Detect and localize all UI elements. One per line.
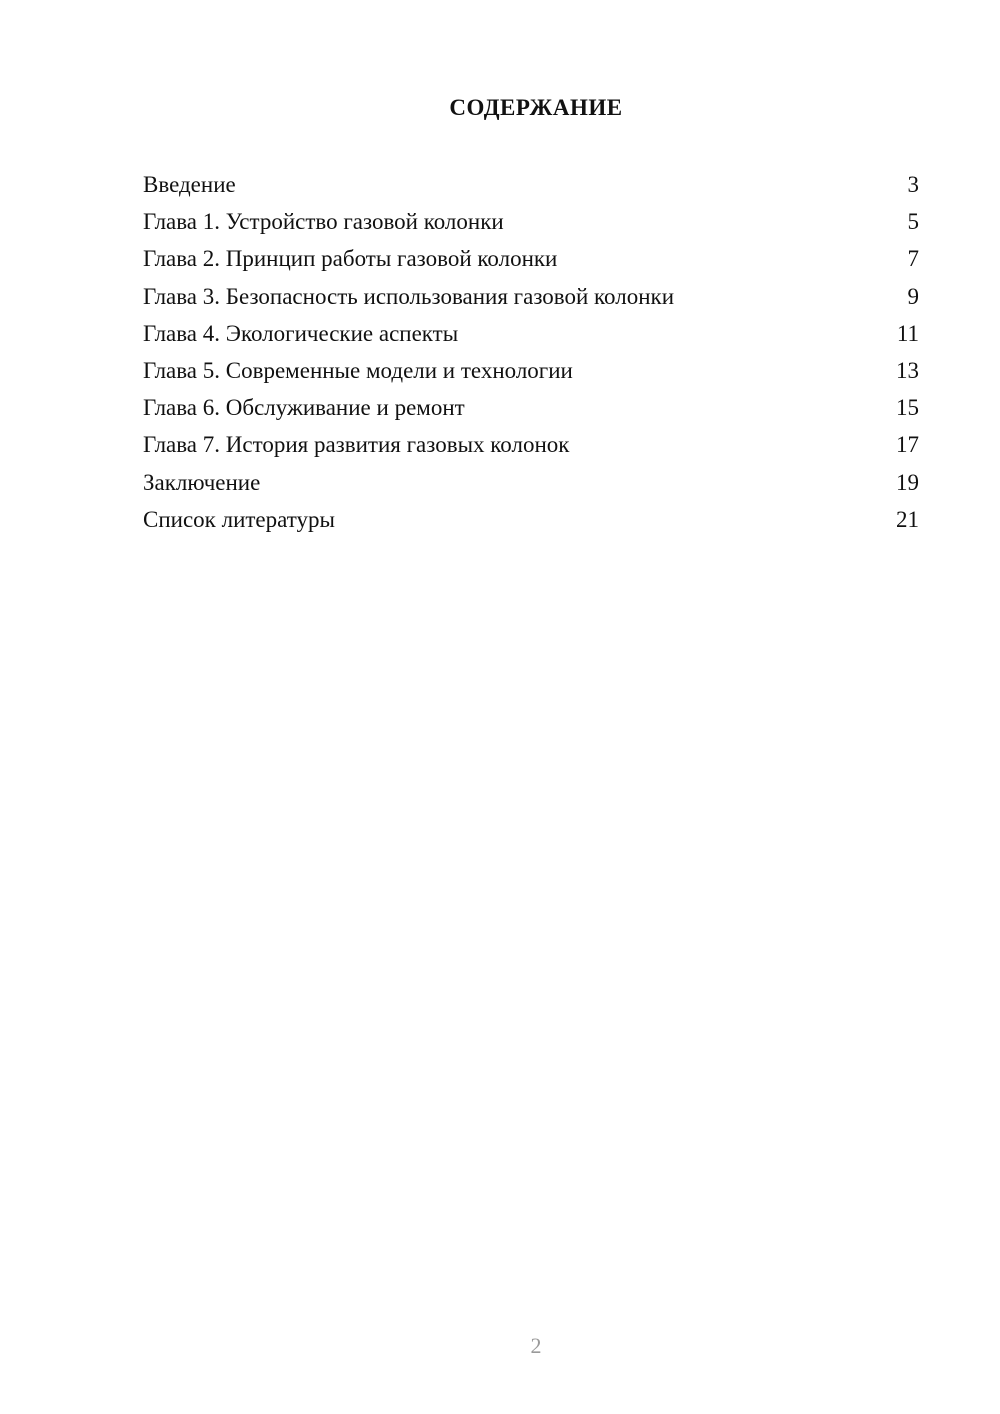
toc-entry-label: Введение xyxy=(143,172,236,197)
toc-entry-label: Список литературы xyxy=(143,506,335,532)
table-of-contents xyxy=(143,168,919,540)
toc-entry-chapter-7[interactable] xyxy=(143,428,919,465)
toc-entry-chapter-4[interactable] xyxy=(143,317,919,354)
toc-entry-chapter-6[interactable] xyxy=(143,391,919,428)
toc-entry-page: 7 xyxy=(907,246,919,272)
toc-entry-label: Глава 5. Современные модели и технологии xyxy=(143,357,573,383)
toc-entry-introduction[interactable] xyxy=(143,168,919,205)
toc-entry-label: Глава 1. Устройство газовой колонки xyxy=(143,209,504,235)
toc-entry-label: Глава 4. Экологические аспекты xyxy=(143,320,459,346)
toc-entry-page: 5 xyxy=(907,209,919,235)
toc-entry-chapter-1[interactable] xyxy=(143,205,919,242)
toc-entry-page: 13 xyxy=(896,357,919,383)
toc-entry-label: Глава 3. Безопасность использования газовой колонки xyxy=(143,283,674,309)
toc-entry-conclusion[interactable] xyxy=(143,466,919,503)
toc-entry-chapter-5[interactable] xyxy=(143,354,919,391)
toc-entry-page: 9 xyxy=(907,283,919,309)
page-title: СОДЕРЖАНИЕ xyxy=(449,95,623,120)
toc-entry-page: 21 xyxy=(896,506,919,532)
toc-entry-page: 11 xyxy=(896,320,919,346)
toc-entry-label: Глава 6. Обслуживание и ремонт xyxy=(143,395,465,421)
page-number: 2 xyxy=(530,1333,542,1358)
toc-entry-page: 3 xyxy=(907,172,919,197)
toc-entry-label: Заключение xyxy=(143,469,261,495)
toc-entry-page: 17 xyxy=(896,432,919,458)
toc-entry-references[interactable] xyxy=(143,503,919,540)
toc-entry-chapter-2[interactable] xyxy=(143,242,919,279)
toc-entry-chapter-3[interactable] xyxy=(143,280,919,317)
toc-entry-label: Глава 7. История развития газовых колонок xyxy=(143,432,570,458)
toc-entry-page: 19 xyxy=(896,469,919,495)
toc-entry-page: 15 xyxy=(896,395,919,421)
toc-entry-label: Глава 2. Принцип работы газовой колонки xyxy=(143,246,558,272)
